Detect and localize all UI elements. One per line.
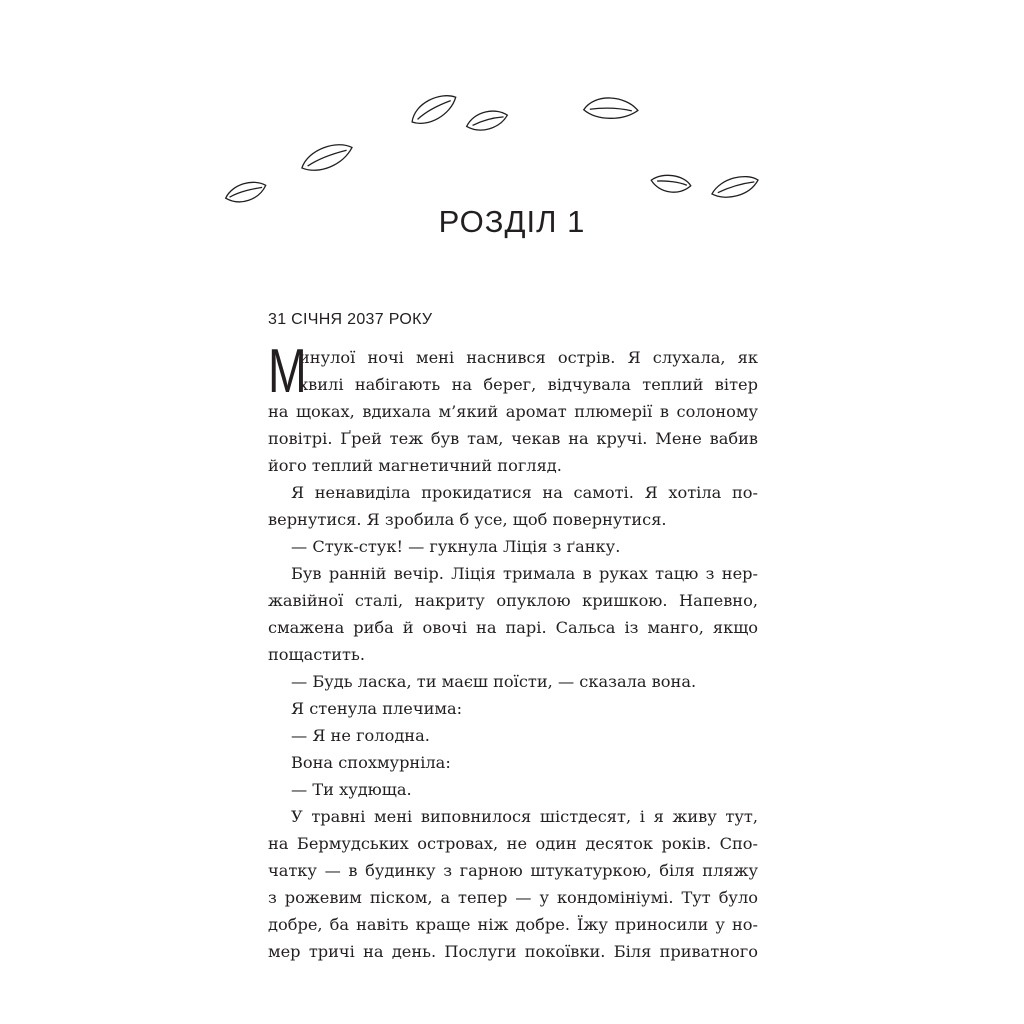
drop-cap: М (268, 337, 307, 406)
text-line: повітрі. Ґрей теж був там, чекав на кручі. Мене вабив (268, 429, 758, 448)
text-line: на Бермудських островах, не один десяток років. Спо- (268, 834, 758, 853)
text-line: чатку — в будинку з гарною штукатуркою, біля пляжу (268, 861, 758, 880)
petal-icon (465, 108, 509, 132)
text-line: Вона спохмурніла: (291, 753, 451, 772)
body-text (268, 337, 758, 965)
text-line: Я ненавиділа прокидатися на самоті. Я хотіла по- (291, 483, 758, 502)
petal-icon (710, 173, 761, 201)
text-line: вернутися. Я зробила б усе, щоб повернутися. (268, 510, 667, 529)
petal-icon (583, 96, 639, 121)
petal-icon (650, 173, 692, 195)
text-line: добре, ба навіть краще ніж добре. Їжу приносили у но- (268, 915, 758, 934)
text-line: У травні мені виповнилося шістдесят, і я живу тут, (291, 807, 758, 826)
text-line: Я стенула плечима: (291, 699, 463, 718)
text-line: мер тричі на день. Послуги покоївки. Біля приватного (268, 942, 758, 961)
text-line: — Стук-стук! — гукнула Ліція з ґанку. (291, 537, 621, 556)
text-line: — Ти худюща. (291, 780, 412, 799)
chapter-title: РОЗДІЛ 1 (438, 204, 586, 239)
text-line: инулої ночі мені наснився острів. Я слухала, як (299, 348, 758, 367)
text-line: хвилі набігають на берег, відчувала теплий вітер (299, 375, 758, 394)
petal-icon (223, 178, 268, 206)
petal-icon (298, 139, 356, 175)
text-line: на щоках, вдихала м’який аромат плюмерії в солоному (268, 402, 758, 421)
petal-icon (407, 89, 461, 129)
text-line: жавійної сталі, накриту опуклою кришкою. Напевно, (268, 591, 758, 610)
text-line: пощастить. (268, 645, 365, 664)
text-line: з рожевим піском, а тепер — у кондомініумі. Тут було (268, 888, 758, 907)
text-line: Був ранній вечір. Ліція тримала в руках тацю з нер- (291, 564, 758, 583)
text-line: його теплий магнетичний погляд. (268, 456, 562, 475)
date-heading: 31 СІЧНЯ 2037 РОКУ (268, 311, 433, 328)
text-line: — Я не голодна. (291, 726, 430, 745)
text-line: — Будь ласка, ти маєш поїсти, — сказала вона. (291, 672, 697, 691)
text-line: смажена риба й овочі на парі. Сальса із манго, якщо (268, 618, 758, 637)
